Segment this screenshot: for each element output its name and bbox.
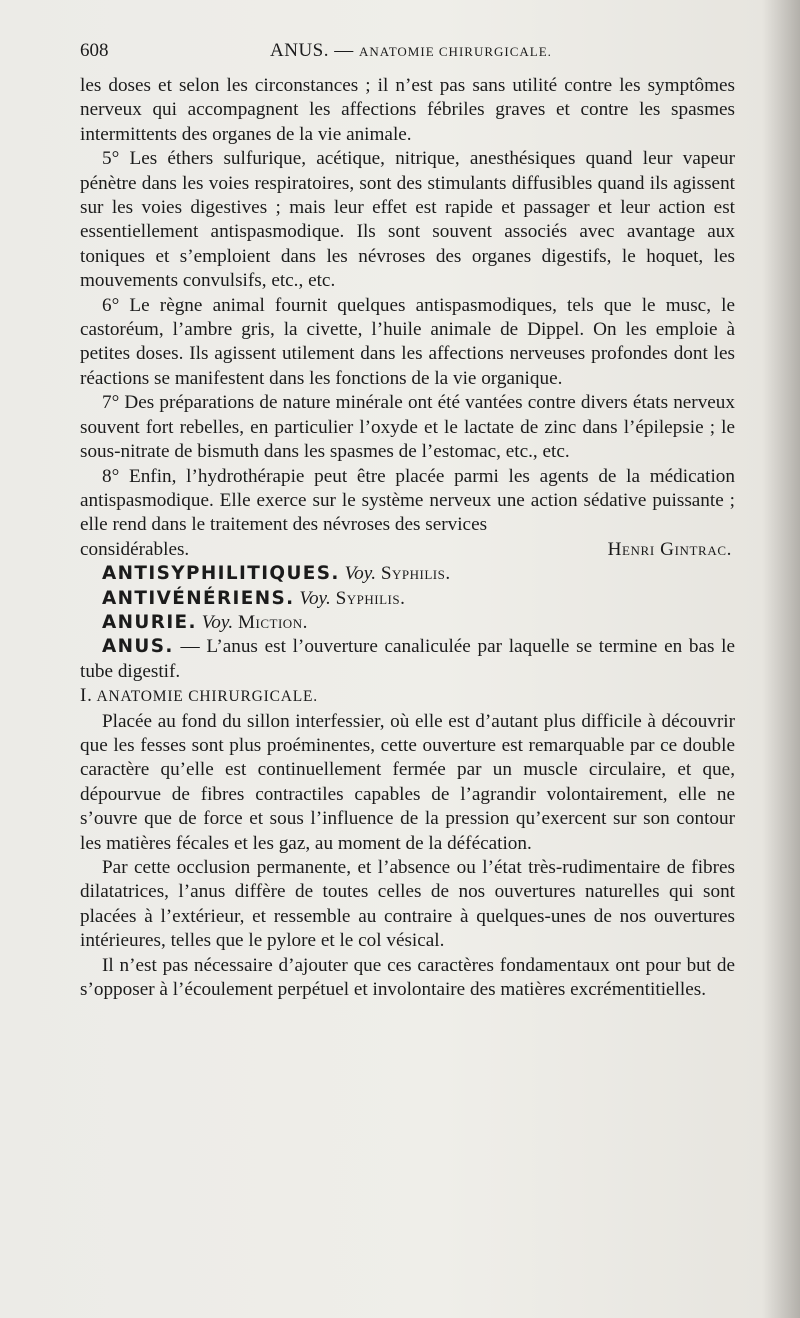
dictionary-entry	[80, 587, 735, 611]
paragraph: 8° Enfin, l’hydrothérapie peut être placée parmi les agents de la médication antispasmodique. Elle exerce sur le système nerveux une action sédative puissante ; elle rend dans le traitement des névroses des services	[80, 465, 735, 536]
running-head-sub: ANATOMIE CHIRURGICALE.	[358, 44, 552, 59]
main-text	[80, 74, 735, 1002]
entry-headword: ANUS.	[102, 636, 174, 658]
cross-reference-marker: Voy.	[344, 563, 377, 585]
author-signature: Henri Gintrac.	[607, 538, 732, 560]
paragraph: Il n’est pas nécessaire d’ajouter que ces caractères fondamentaux ont pour but de s’opposer à l’écoulement perpétuel et involontaire des matières excrémentitielles.	[80, 954, 735, 1001]
page-number: 608	[80, 40, 109, 61]
signature-line	[80, 538, 735, 562]
cross-reference-marker: Voy.	[299, 587, 331, 609]
paragraph: les doses et selon les circonstances ; il n’est pas sans utilité contre les symptômes nerveux qui accompagnent les affections fébriles graves et contre les spasmes intermittents des organes de la vie animale.	[80, 75, 735, 145]
entry-headword: ANURIE.	[102, 611, 197, 633]
cross-reference-marker: Voy.	[201, 611, 234, 633]
dictionary-entry	[80, 611, 735, 635]
paragraph: 7° Des préparations de nature minérale ont été vantées contre divers états nerveux souvent fort rebelles, en particulier l’oxyde et le lactate de zinc dans l’épilepsie ; le sous-nitrate de bismuth dans les spasmes de l’estomac, etc., etc.	[80, 392, 735, 463]
cross-reference-target: Syphilis.	[335, 587, 406, 609]
page-header	[80, 40, 740, 68]
running-head-main: ANUS.	[270, 40, 329, 61]
entry-headword: ANTISYPHILITIQUES.	[102, 563, 340, 585]
section-title-text: ANATOMIE CHIRURGICALE.	[96, 688, 318, 706]
entry-text: — L’anus est l’ouverture canaliculée par laquelle se termine en bas le tube digestif.	[80, 636, 736, 682]
dictionary-entry-anus	[80, 635, 735, 684]
cross-reference-target: Syphilis.	[380, 563, 451, 585]
paragraph: 5° Les éthers sulfurique, acétique, nitrique, anesthésiques quand leur vapeur pénètre dans les voies respiratoires, sont des stimulants diffusibles quand ils agissent sur les voies digestives ; mais leur effet est rapide et passager et leur action est essentiellement antispasmodique. Ils sont souvent associés avec avantage aux toniques et s’emploient dans les névroses des organes digestifs, le hoquet, les mouvements convulsifs, etc., etc.	[80, 148, 735, 292]
entry-headword: ANTIVÉNÉRIENS.	[102, 587, 295, 609]
paragraph: Placée au fond du sillon interfessier, où elle est d’autant plus difficile à découvrir que les fesses sont plus proéminentes, cette ouverture est remarquable par ce double caractère qu’elle est continuellement fermée par un muscle circulaire, et que, dépourvue de fibres contractiles capables de l’agrandir volontairement, elle ne s’ouvre que de force et sous l’influence de la pression qu’exercent sur son contour les matières fécales et les gaz, au moment de la défécation.	[80, 710, 735, 854]
dictionary-entry	[80, 562, 735, 586]
paragraph: Par cette occlusion permanente, et l’absence ou l’état très-rudimentaire de fibres dilatatrices, l’anus diffère de toutes celles de nos ouvertures naturelles qui sont placées à l’extérieur, et ressemble au contraire à quelques-unes de nos ouvertures intérieures, telles que le pylore et le col vésical.	[80, 857, 735, 952]
page-edge-shadow	[762, 0, 800, 1318]
cross-reference-target: Miction.	[237, 611, 308, 633]
section-title	[80, 684, 735, 709]
section-numeral: I.	[80, 685, 93, 707]
running-head	[270, 40, 552, 62]
running-head-dash: —	[334, 40, 354, 61]
paragraph: 6° Le règne animal fournit quelques antispasmodiques, tels que le musc, le castoréum, l’ambre gris, la civette, l’huile animale de Dippel. On les emploie à petites doses. Ils agissent utilement dans les affections nerveuses profondes dont les réactions se manifestent dans les fonctions de la vie organique.	[80, 294, 735, 389]
paragraph-end: considérables.	[80, 538, 190, 560]
